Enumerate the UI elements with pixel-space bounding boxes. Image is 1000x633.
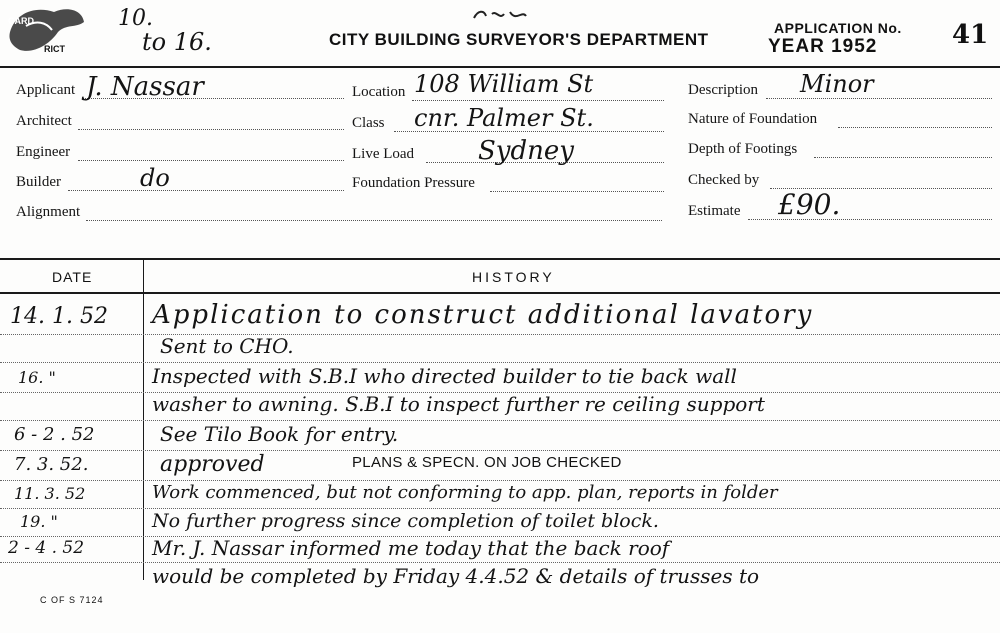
- estimate-label: Estimate: [688, 203, 741, 219]
- checked-by-label: Checked by: [688, 172, 760, 188]
- row-history-text: Inspected with S.B.I who directed builder to tie back wall: [152, 364, 737, 388]
- row-date: 6 - 2 . 52: [14, 424, 95, 445]
- card-ref-top: 10.: [118, 6, 153, 31]
- live-load-label: Live Load: [352, 146, 415, 162]
- nature-of-foundation-label: Nature of Foundation: [688, 111, 818, 127]
- row-history-text: Work commenced, but not conforming to app. plan, reports in folder: [152, 482, 778, 503]
- card-label-bottom: RICT: [44, 44, 65, 54]
- row-date: 16. ": [18, 368, 56, 387]
- card-label-top: CARD: [8, 16, 34, 26]
- row-rule: [0, 362, 1000, 363]
- foundation-pressure-label: Foundation Pressure: [352, 175, 475, 191]
- depth-of-footings-line: [814, 157, 992, 158]
- header-divider: [0, 66, 1000, 68]
- description-line: [766, 98, 992, 99]
- builder-value: do: [140, 164, 170, 192]
- builder-line: [68, 190, 344, 191]
- builder-label: Builder: [16, 174, 61, 190]
- row-history-text: See Tilo Book for entry.: [160, 422, 399, 446]
- architect-line: [78, 129, 344, 130]
- row-history-text: Sent to CHO.: [160, 334, 294, 358]
- class-label: Class: [352, 115, 385, 131]
- row-history-text: Mr. J. Nassar informed me today that the back roof: [152, 536, 670, 560]
- depth-of-footings-label: Depth of Footings: [688, 141, 798, 157]
- row-rule: [0, 508, 1000, 509]
- live-load-value: Sydney: [478, 136, 574, 166]
- engineer-label: Engineer: [16, 144, 71, 160]
- row-rule: [0, 450, 1000, 451]
- estimate-value: £90.: [778, 188, 841, 221]
- nature-of-foundation-line: [838, 127, 992, 128]
- row-date: 2 - 4 . 52: [8, 538, 85, 558]
- row-rule: [0, 562, 1000, 563]
- year-label: YEAR 1952: [768, 36, 878, 57]
- location-label: Location: [352, 84, 406, 100]
- applicant-label: Applicant: [16, 82, 76, 98]
- row-history-text: Application to construct additional lavatory: [152, 300, 814, 330]
- row-history-text: would be completed by Friday 4.4.52 & details of trusses to: [152, 564, 760, 588]
- application-number: 41: [952, 20, 989, 50]
- approval-stamp-text: PLANS & SPECN. ON JOB CHECKED: [352, 454, 622, 471]
- row-date: 7. 3. 52.: [14, 454, 89, 475]
- form-code: C OF S 7124: [40, 595, 104, 605]
- row-date: 11. 3. 52: [14, 484, 86, 503]
- date-column-header: DATE: [52, 269, 93, 285]
- row-history-text: washer to awning. S.B.I to inspect further re ceiling support: [152, 392, 765, 416]
- architect-label: Architect: [16, 113, 72, 129]
- row-date: 14. 1. 52: [10, 304, 108, 329]
- scribble-mark: [470, 8, 530, 22]
- description-label: Description: [688, 82, 758, 98]
- table-top-rule: [0, 258, 1000, 260]
- foundation-pressure-line: [490, 191, 664, 192]
- class-value: cnr. Palmer St.: [414, 104, 594, 132]
- description-value: Minor: [800, 70, 874, 98]
- department-title: CITY BUILDING SURVEYOR'S DEPARTMENT: [329, 30, 709, 49]
- location-line: [412, 100, 664, 101]
- card-ref-bottom: to 16.: [142, 28, 212, 56]
- applicant-value: J. Nassar: [86, 72, 204, 102]
- alignment-line: [86, 220, 662, 221]
- application-label: APPLICATION No.: [774, 20, 902, 36]
- table-header-rule: [0, 292, 1000, 294]
- row-history-text: approved: [160, 452, 265, 477]
- location-value: 108 William St: [414, 70, 594, 98]
- row-rule: [0, 334, 1000, 335]
- row-rule: [0, 480, 1000, 481]
- history-column-header: HISTORY: [472, 269, 555, 285]
- row-date: 19. ": [20, 512, 58, 531]
- engineer-line: [78, 160, 344, 161]
- alignment-label: Alignment: [16, 204, 81, 220]
- row-history-text: No further progress since completion of toilet block.: [152, 510, 659, 532]
- row-rule: [0, 420, 1000, 421]
